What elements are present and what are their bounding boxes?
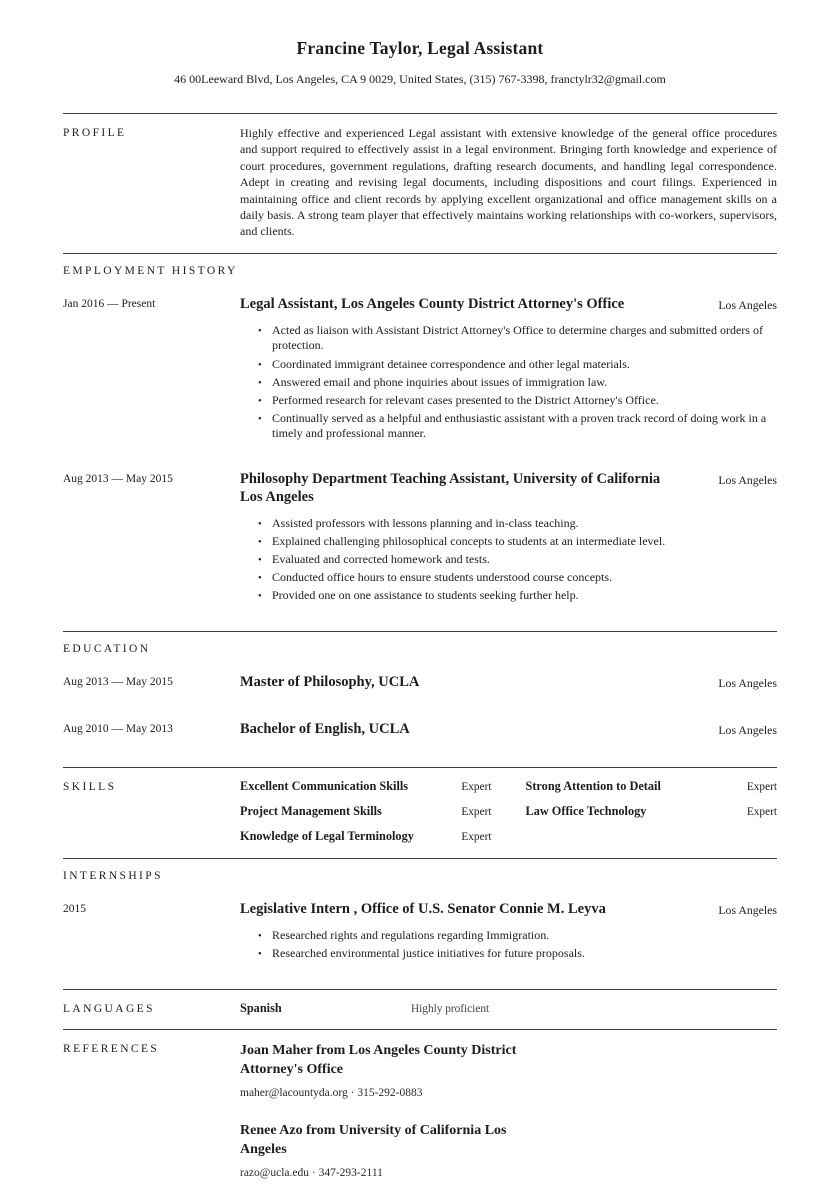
section-skills xyxy=(63,767,777,858)
skill-name: Knowledge of Legal Terminology xyxy=(240,828,414,843)
section-references xyxy=(63,1029,777,1187)
job-title: Legal Assistant, Los Angeles County District Attorney's Office xyxy=(240,295,625,312)
education-title-row xyxy=(240,673,777,691)
skills-grid xyxy=(240,779,777,858)
job-bullet: • Continually served as a helpful and enthusiastic assistant with a proven track record of doing work in a timely and professional manner. xyxy=(272,411,777,442)
skill-name: Excellent Communication Skills xyxy=(240,778,409,793)
reference-name: Joan Maher from Los Angeles County District Attorney's Office xyxy=(240,1043,517,1078)
job-title-row xyxy=(240,470,777,506)
education-location: Los Angeles xyxy=(718,675,777,690)
section-profile xyxy=(63,113,777,253)
skill-level: Expert xyxy=(746,805,777,818)
languages-content xyxy=(240,1001,777,1029)
internship-title: Legislative Intern , Office of U.S. Senator Connie M. Leyva xyxy=(240,900,606,917)
section-label-internships: INTERNSHIPS xyxy=(63,869,163,882)
skill-level: Expert xyxy=(461,780,492,793)
internship-date: 2015 xyxy=(63,902,86,915)
profile-text: Highly effective and experienced Legal assistant with extensive knowledge of the general office procedures and support required to effectively assist in a legal environment. Bringing forth knowledge and experience of court procedures, government regulations, drafting research documents, and handling legal correspondence. Adept in creating and revising legal documents, including dispositions and court filings. Experienced in maintaining office and client records by applying excellent organizational and office management skills on a daily basis. A strong team player that effectively maintains working relationships with co-workers, supervisors, and clients. xyxy=(240,126,777,239)
section-education xyxy=(63,631,777,738)
reference-entry xyxy=(240,1121,777,1179)
job-bullet: • Acted as liaison with Assistant District Attorney's Office to determine charges and submitted orders of protection. xyxy=(272,323,777,354)
contact-line: 46 00Leeward Blvd, Los Angeles, CA 9 0029, United States, (315) 767-3398, franctylr32@gmail.com xyxy=(174,72,666,86)
section-label-education: EDUCATION xyxy=(63,642,151,655)
job-date: Jan 2016 — Present xyxy=(63,297,156,310)
job-bullet: • Provided one on one assistance to students seeking further help. xyxy=(272,588,777,604)
education-degree: Master of Philosophy, UCLA xyxy=(240,673,420,690)
reference-contact: razo@ucla.edu · 347-293-2111 xyxy=(240,1167,383,1180)
education-date: Aug 2010 — May 2013 xyxy=(63,722,173,735)
job-bullet: • Conducted office hours to ensure students understood course concepts. xyxy=(272,570,777,586)
skill-name: Law Office Technology xyxy=(525,803,647,818)
job-bullet: • Evaluated and corrected homework and tests. xyxy=(272,552,777,568)
job-entry xyxy=(63,470,777,606)
internship-title-row xyxy=(240,900,777,918)
skill-item xyxy=(240,804,492,819)
section-label-profile: PROFILE xyxy=(63,127,127,139)
references-content xyxy=(240,1041,777,1187)
profile-content xyxy=(240,125,777,253)
education-date: Aug 2013 — May 2015 xyxy=(63,675,173,688)
skill-item xyxy=(526,804,778,819)
internship-bullet: • Researched environmental justice initiatives for future proposals. xyxy=(272,946,777,962)
job-title-row xyxy=(240,295,777,313)
skill-level: Expert xyxy=(461,830,492,843)
skill-level: Expert xyxy=(461,805,492,818)
language-item xyxy=(240,1001,777,1029)
job-title: Philosophy Department Teaching Assistant, University of California Los Angeles xyxy=(240,470,661,505)
internship-bullet: • Researched rights and regulations regarding Immigration. xyxy=(272,928,777,944)
job-location: Los Angeles xyxy=(718,472,777,487)
job-bullet-list xyxy=(240,323,777,442)
job-bullet: • Performed research for relevant cases presented to the District Attorney's Office. xyxy=(272,393,777,409)
internship-entry xyxy=(63,900,777,964)
education-entry xyxy=(63,673,777,691)
job-entry xyxy=(63,295,777,445)
skill-name: Strong Attention to Detail xyxy=(525,778,661,793)
person-name: Francine Taylor, Legal Assistant xyxy=(296,38,544,58)
section-internships xyxy=(63,858,777,964)
section-label-employment-history: EMPLOYMENT HISTORY xyxy=(63,264,238,277)
reference-entry xyxy=(240,1041,777,1099)
internship-location: Los Angeles xyxy=(718,902,777,917)
education-body xyxy=(240,720,777,738)
education-title-row xyxy=(240,720,777,738)
education-location: Los Angeles xyxy=(718,722,777,737)
language-level: Highly proficient xyxy=(411,1003,490,1016)
resume-header xyxy=(63,0,777,87)
job-bullet: • Answered email and phone inquiries about issues of immigration law. xyxy=(272,375,777,391)
job-location: Los Angeles xyxy=(718,297,777,312)
job-body xyxy=(240,470,777,606)
section-label-skills: SKILLS xyxy=(63,780,117,793)
internship-body xyxy=(240,900,777,964)
skill-level: Expert xyxy=(746,780,777,793)
section-languages xyxy=(63,989,777,1029)
reference-contact: maher@lacountyda.org · 315-292-0883 xyxy=(240,1087,423,1100)
job-date: Aug 2013 — May 2015 xyxy=(63,472,173,485)
job-bullet: • Assisted professors with lessons planning and in-class teaching. xyxy=(272,516,777,532)
skill-name: Project Management Skills xyxy=(240,803,382,818)
language-name: Spanish xyxy=(240,1001,282,1016)
reference-name: Renee Azo from University of California Los Angeles xyxy=(240,1123,507,1158)
job-bullet-list xyxy=(240,516,777,604)
education-entry xyxy=(63,720,777,738)
education-body xyxy=(240,673,777,691)
skill-item xyxy=(526,779,778,794)
job-bullet: • Explained challenging philosophical concepts to students at an intermediate level. xyxy=(272,534,777,550)
skill-item xyxy=(240,779,492,794)
section-employment-history xyxy=(63,253,777,606)
job-bullet: • Coordinated immigrant detainee correspondence and other legal materials. xyxy=(272,357,777,373)
education-degree: Bachelor of English, UCLA xyxy=(240,720,410,737)
internship-bullet-list xyxy=(240,928,777,962)
section-label-languages: LANGUAGES xyxy=(63,1003,155,1016)
skill-item xyxy=(240,829,492,844)
job-body xyxy=(240,295,777,445)
section-label-references: REFERENCES xyxy=(63,1043,160,1056)
